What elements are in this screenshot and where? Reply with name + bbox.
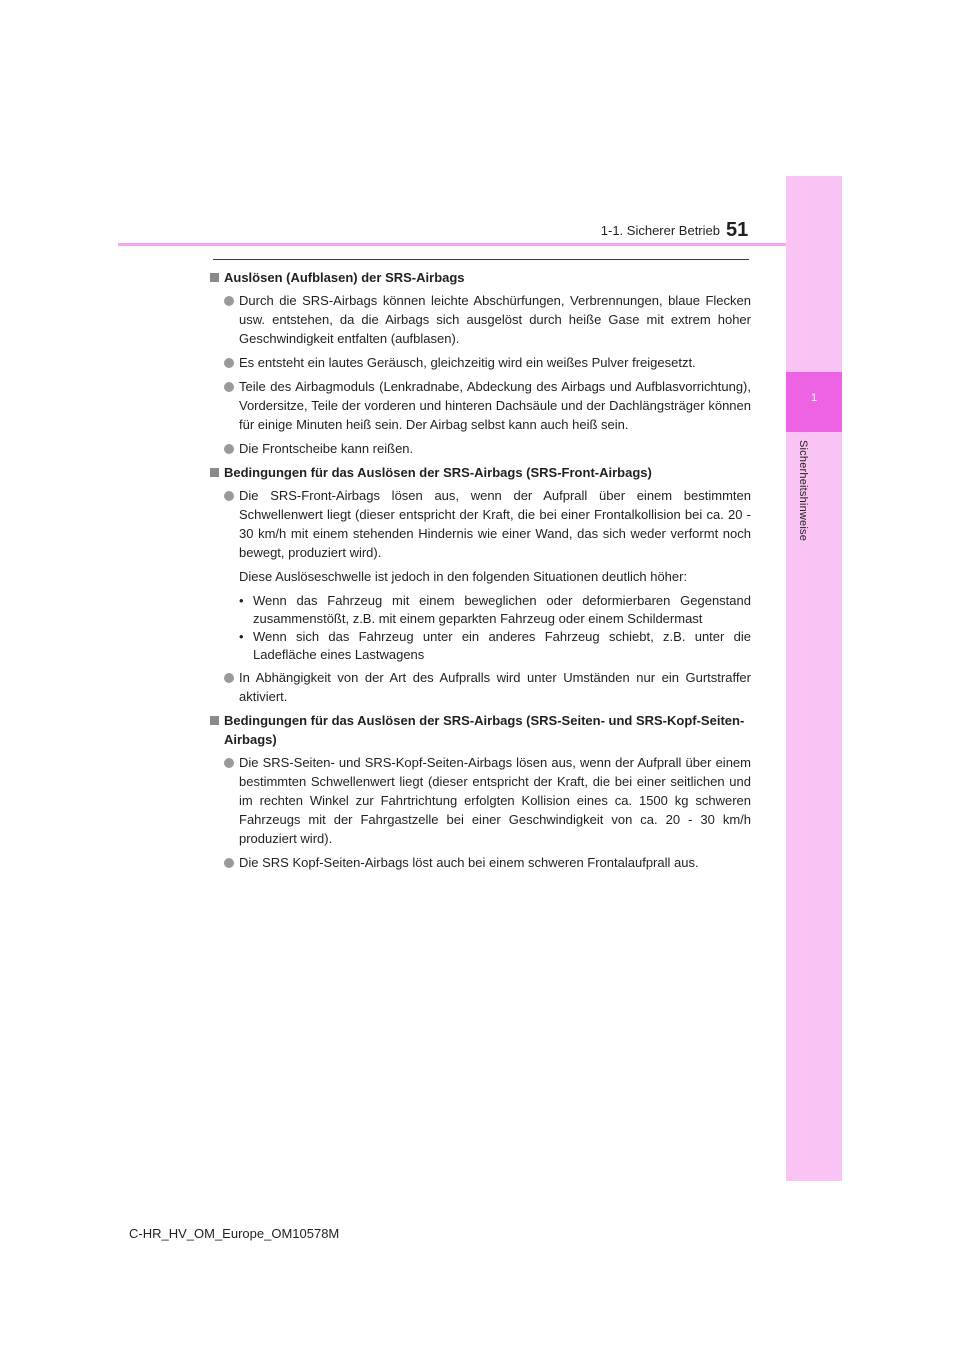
section-heading: [209, 268, 751, 287]
round-bullet-icon: [224, 858, 234, 868]
document-id: C-HR_HV_OM_Europe_OM10578M: [129, 1226, 340, 1241]
list-item: [209, 353, 751, 372]
heading-text: Bedingungen für das Auslösen der SRS-Airbags (SRS-Seiten- und SRS-Kopf-Seiten-Airbags): [224, 713, 745, 747]
paragraph: Diese Auslöseschwelle ist jedoch in den folgenden Situationen deutlich höher:: [239, 569, 688, 584]
sub-list-item: [209, 628, 751, 664]
chapter-side-tab: [786, 176, 842, 1181]
round-bullet-icon: [224, 758, 234, 768]
round-bullet-icon: [224, 382, 234, 392]
sub-list-item: [209, 592, 751, 628]
heading-text: Bedingungen für das Auslösen der SRS-Airbags (SRS-Front-Airbags): [224, 465, 652, 480]
square-bullet-icon: [210, 468, 219, 477]
round-bullet-icon: [224, 491, 234, 501]
section-title: 1-1. Sicherer Betrieb: [600, 223, 720, 238]
sub-list-item-text: Wenn das Fahrzeug mit einem beweglichen oder deformierbaren Gegenstand zusammenstößt, z.B. mit einem geparkten Fahrzeug oder einem Schildermast: [253, 593, 751, 626]
round-bullet-icon: [224, 296, 234, 306]
list-item: [209, 668, 751, 706]
chapter-number: 1: [810, 392, 818, 404]
list-item: [209, 291, 751, 348]
list-item: [209, 753, 751, 848]
content-top-rule: [213, 259, 749, 260]
page-number: 51: [726, 219, 749, 241]
list-item: [209, 486, 751, 562]
round-bullet-icon: [224, 444, 234, 454]
list-item-text: Teile des Airbagmoduls (Lenkradnabe, Abdeckung des Airbags und Aufblasvorrichtung), Vordersitze, Teile der vorderen und hinteren Dachsäule und der Dachlängsträger können für einige Minuten heiß sein. Der Airbag selbst kann auch heiß sein.: [239, 379, 751, 432]
small-bullet-icon: •: [239, 593, 244, 608]
list-item-text: In Abhängigkeit von der Art des Aufpralls wird unter Umständen nur ein Gurtstraffer aktiviert.: [239, 670, 751, 704]
round-bullet-icon: [224, 673, 234, 683]
list-item: [209, 377, 751, 434]
list-item-text: Es entsteht ein lautes Geräusch, gleichzeitig wird ein weißes Pulver freigesetzt.: [239, 355, 696, 370]
page-content: [209, 268, 751, 877]
list-item: [209, 439, 751, 458]
small-bullet-icon: •: [239, 629, 244, 644]
header-rule: [118, 243, 786, 246]
chapter-label: Sicherheitshinweise: [797, 440, 809, 542]
list-item-text: Durch die SRS-Airbags können leichte Abschürfungen, Verbrennungen, blaue Flecken usw. entstehen, da die Airbags sich ausgelöst durch heiße Gase mit extrem hoher Geschwindigkeit entfalten (aufblasen).: [239, 293, 751, 346]
section-heading: [209, 711, 751, 749]
heading-text: Auslösen (Aufblasen) der SRS-Airbags: [224, 270, 465, 285]
square-bullet-icon: [210, 716, 219, 725]
square-bullet-icon: [210, 273, 219, 282]
list-item: [209, 853, 751, 872]
sub-list-item-text: Wenn sich das Fahrzeug unter ein anderes Fahrzeug schiebt, z.B. unter die Ladefläche eines Lastwagens: [253, 629, 751, 662]
section-heading: [209, 463, 751, 482]
round-bullet-icon: [224, 358, 234, 368]
list-item-text: Die SRS Kopf-Seiten-Airbags löst auch bei einem schweren Frontalaufprall aus.: [239, 855, 699, 870]
list-item-text: Die SRS-Seiten- und SRS-Kopf-Seiten-Airbags lösen aus, wenn der Aufprall über einem bestimmten Schwellenwert liegt (dieser entspricht der Kraft, die bei einer seitlichen und im rechten Winkel zur Fahrtrichtung erfolgten Kollision eines ca. 1500 kg schweren Fahrzeugs mit der Fahrgastzelle bei einer Geschwindigkeit von ca. 20 - 30 km/h produziert wird).: [239, 755, 751, 846]
list-item-text: Die SRS-Front-Airbags lösen aus, wenn der Aufprall über einem bestimmten Schwellenwert liegt (dieser entspricht der Kraft, die bei einer Frontalkollision bei ca. 20 - 30 km/h mit einem stehenden Hindernis wie einer Wand, das sich weder verformt noch bewegt, produziert wird).: [239, 488, 751, 560]
list-item-text: Die Frontscheibe kann reißen.: [239, 441, 414, 456]
